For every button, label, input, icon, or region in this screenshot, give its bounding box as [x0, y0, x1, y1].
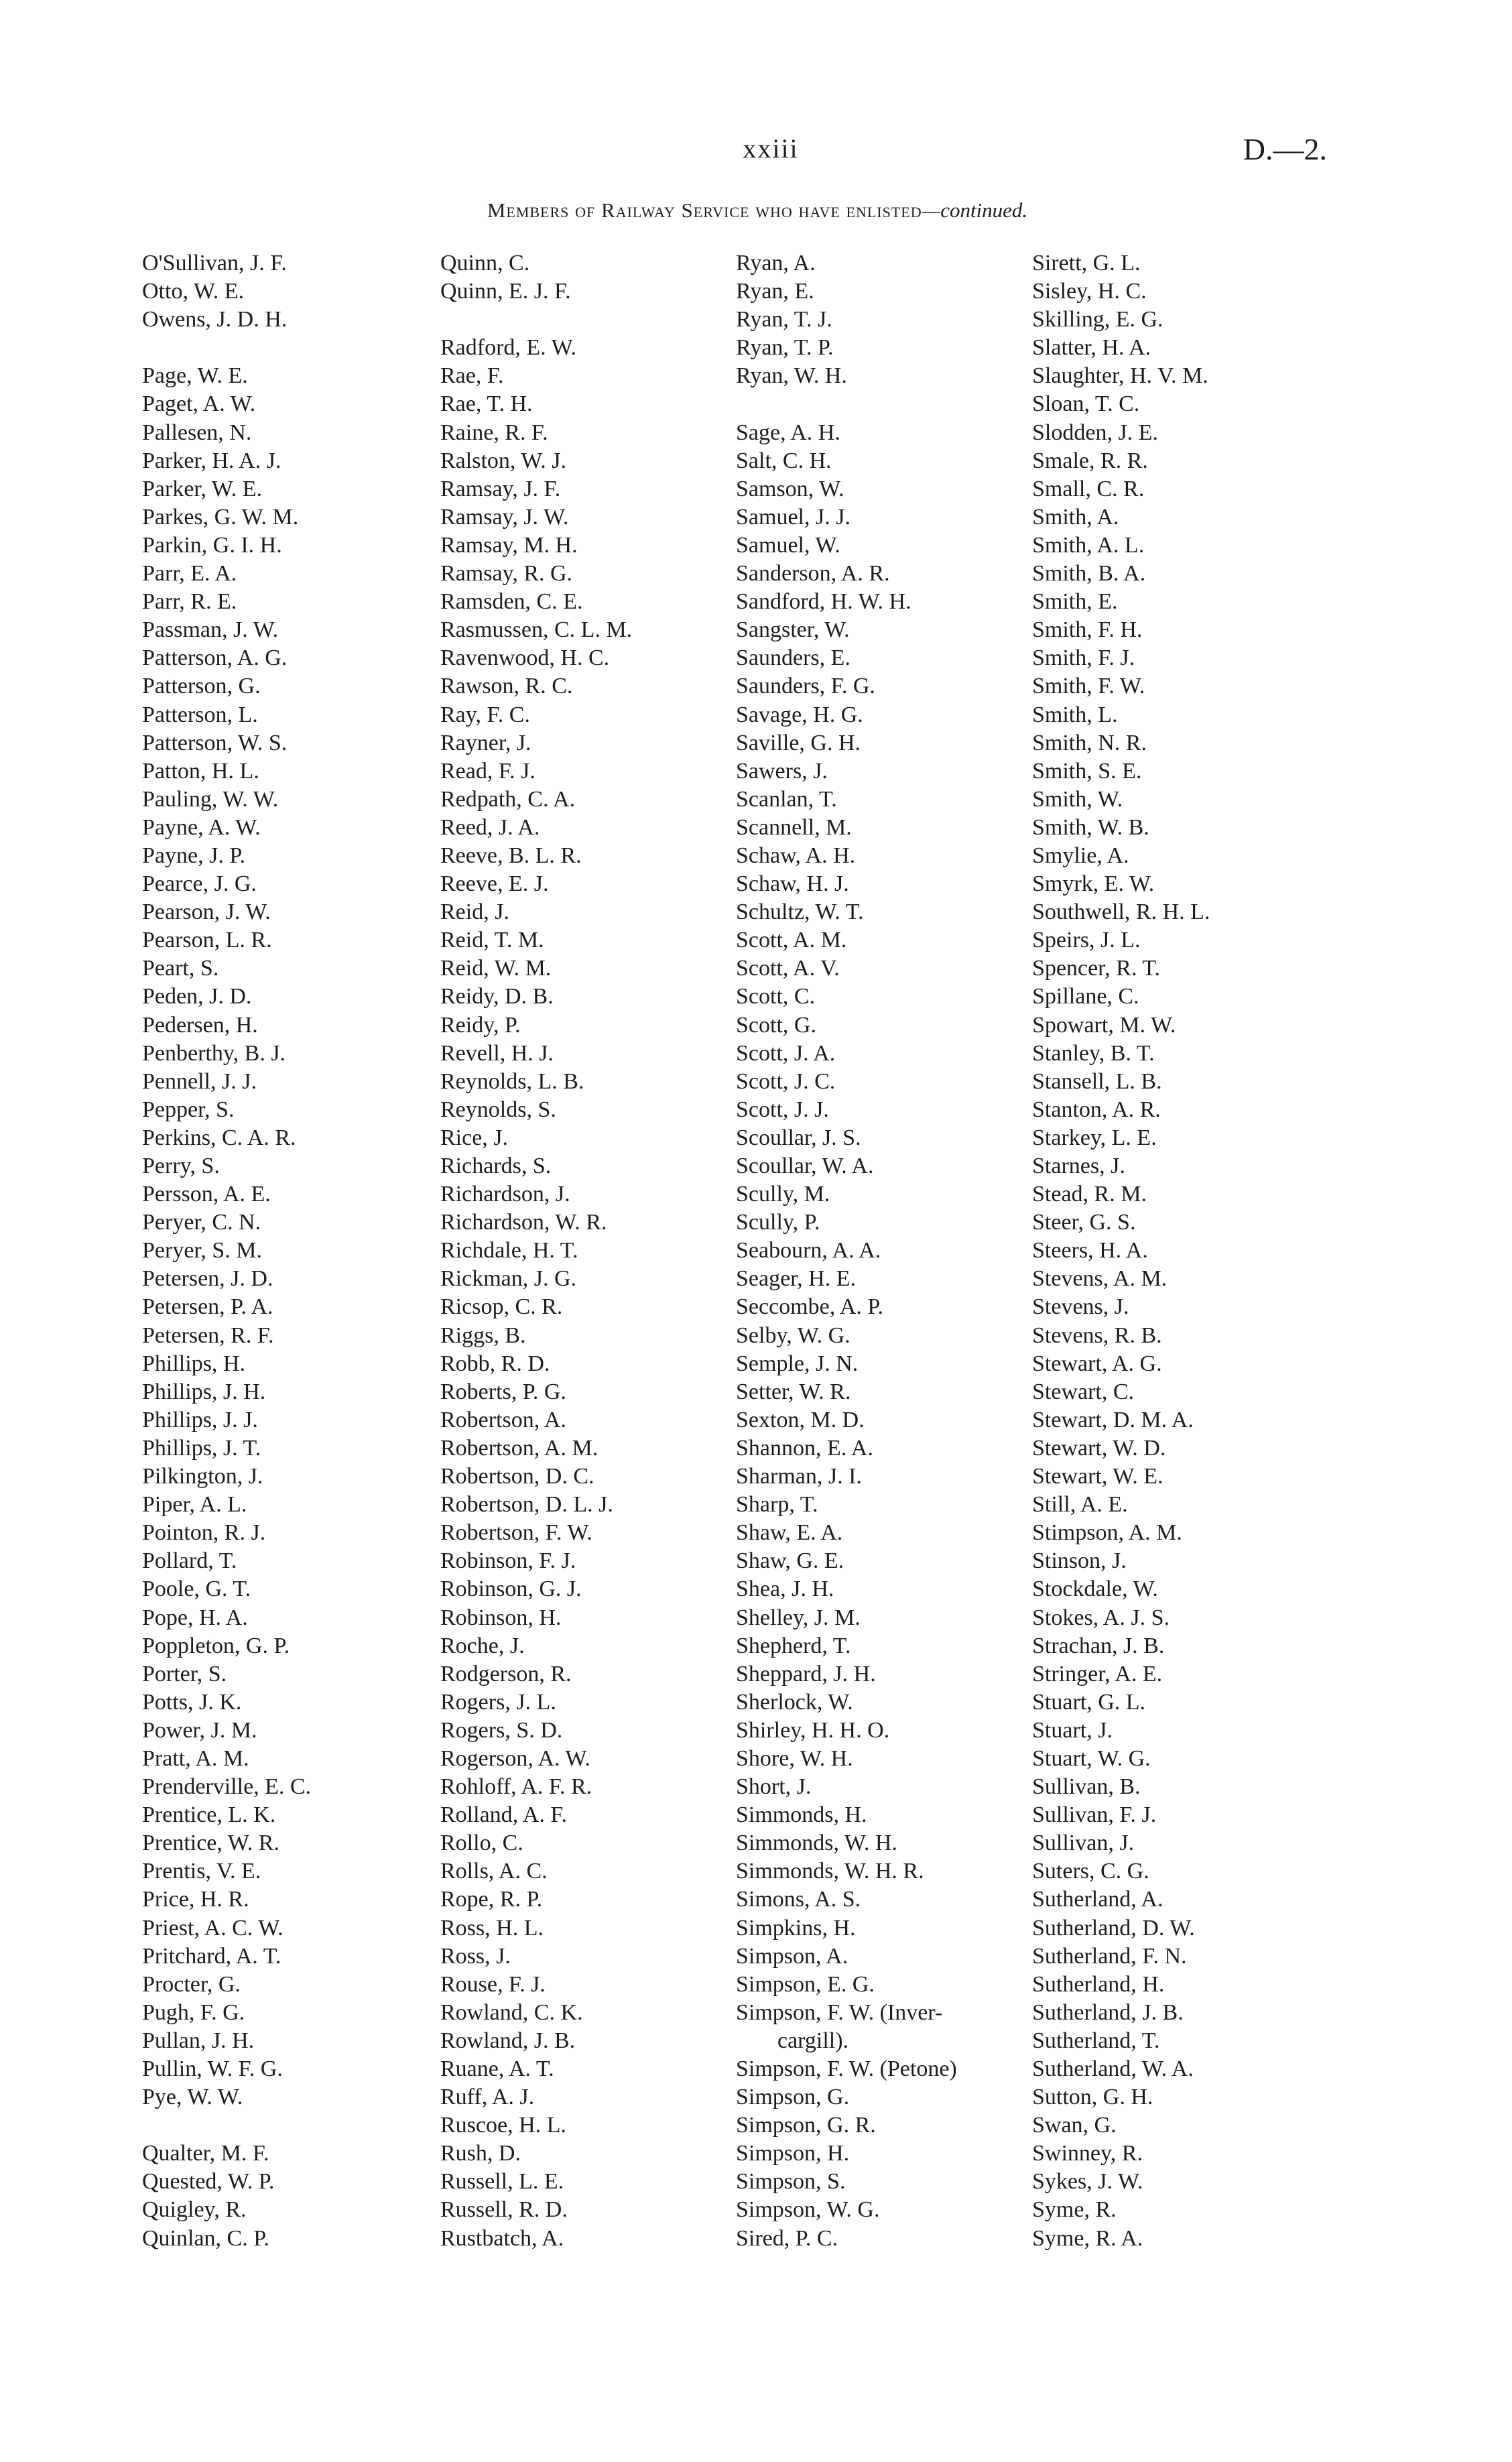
list-item: Perkins, C. A. R.: [142, 1125, 296, 1150]
list-item: Sullivan, B.: [1032, 1774, 1141, 1800]
list-item: Pearson, J. W.: [142, 900, 271, 925]
list-item: Skilling, E. G.: [1032, 307, 1163, 332]
list-item: Owens, J. D. H.: [142, 307, 288, 332]
list-item: Stewart, D. M. A.: [1032, 1407, 1194, 1432]
list-item: Sandford, H. W. H.: [736, 589, 911, 615]
list-item: Stuart, W. G.: [1032, 1745, 1151, 1771]
page-number: xxiii: [743, 133, 799, 164]
list-item: Savage, H. G.: [736, 702, 863, 727]
list-item: Simpson, S.: [736, 2169, 846, 2195]
list-item: Rolls, A. C.: [440, 1859, 548, 1884]
list-item: Robb, R. D.: [440, 1351, 550, 1376]
list-item: Ruff, A. J.: [440, 2085, 535, 2110]
list-item: Ramsay, J. W.: [440, 504, 569, 530]
list-item: Swinney, R.: [1032, 2141, 1143, 2166]
list-item: Pedersen, H.: [142, 1012, 258, 1038]
list-item: Smith, W. B.: [1032, 814, 1149, 840]
list-item: Scott, J. A.: [736, 1040, 836, 1066]
list-item: Sired, P. C.: [736, 2225, 838, 2251]
list-item: Southwell, R. H. L.: [1032, 900, 1210, 925]
list-item: Sawers, J.: [736, 758, 828, 784]
list-item: Reid, J.: [440, 900, 509, 925]
heading-title: Members of Railway Service who have enlisted: [487, 198, 922, 222]
list-item: Seabourn, A. A.: [736, 1238, 881, 1264]
heading-continued: —continued.: [922, 198, 1028, 222]
list-item: Shirley, H. H. O.: [736, 1717, 890, 1743]
list-item: Rolland, A. F.: [440, 1802, 568, 1828]
list-item: Rustbatch, A.: [440, 2225, 564, 2251]
list-item: Prentis, V. E.: [142, 1859, 261, 1884]
list-item: Reynolds, L. B.: [440, 1068, 584, 1094]
list-item: Petersen, P. A.: [142, 1294, 273, 1320]
list-item: Stead, R. M.: [1032, 1182, 1147, 1207]
list-item: cargill).: [777, 2028, 849, 2053]
list-item: Shaw, G. E.: [736, 1548, 844, 1574]
list-item: Rowland, C. K.: [440, 1999, 583, 2025]
name-column-1: [142, 249, 457, 2253]
list-item: Starnes, J.: [1032, 1154, 1125, 1178]
list-item: Ryan, T. P.: [736, 335, 834, 361]
list-item: Robinson, G. J.: [440, 1577, 582, 1602]
list-item: Smith, W.: [1032, 786, 1123, 812]
list-item: Roche, J.: [440, 1633, 525, 1658]
list-item: Samson, W.: [736, 476, 844, 501]
list-item: Pope, H. A.: [142, 1605, 248, 1630]
list-item: Saville, G. H.: [736, 730, 861, 755]
list-item: Saunders, F. G.: [736, 674, 875, 699]
list-item: Pullin, W. F. G.: [142, 2056, 283, 2081]
list-item: Sisley, H. C.: [1032, 279, 1147, 304]
list-item: Russell, L. E.: [440, 2169, 564, 2195]
list-spacer: [142, 2111, 457, 2140]
list-item: Ray, F. C.: [440, 702, 530, 727]
list-item: Pallesen, N.: [142, 420, 252, 445]
list-item: Peden, J. D.: [142, 984, 252, 1009]
list-item: Stuart, G. L.: [1032, 1689, 1146, 1715]
list-item: Pullan, J. H.: [142, 2028, 255, 2053]
list-item: Prentice, W. R.: [142, 1831, 279, 1856]
list-item: Parkes, G. W. M.: [142, 504, 299, 530]
list-item: Scully, M.: [736, 1182, 830, 1207]
list-item: Sexton, M. D.: [736, 1407, 865, 1432]
name-column-2: [440, 249, 755, 2253]
list-item: Sullivan, J.: [1032, 1831, 1135, 1856]
list-item: Rogers, S. D.: [440, 1717, 563, 1743]
list-item: Rush, D.: [440, 2141, 521, 2166]
list-item: Reed, J. A.: [440, 814, 540, 840]
list-item: Rasmussen, C. L. M.: [440, 617, 633, 643]
list-item: Parr, R. E.: [142, 589, 237, 615]
list-item: Ryan, W. H.: [736, 363, 847, 389]
list-item: Sutton, G. H.: [1032, 2085, 1153, 2110]
list-item: Spillane, C.: [1032, 984, 1139, 1009]
list-item: Peryer, S. M.: [142, 1238, 263, 1264]
list-item: Scannell, M.: [736, 814, 852, 840]
list-item: Smith, F. J.: [1032, 645, 1135, 671]
list-item: Patterson, L.: [142, 702, 258, 727]
list-item: Strachan, J. B.: [1032, 1633, 1165, 1658]
list-item: Smith, F. W.: [1032, 674, 1145, 699]
list-item: Patterson, A. G.: [142, 645, 288, 671]
list-item: Pearce, J. G.: [142, 871, 257, 897]
list-item: Simpson, G. R.: [736, 2113, 876, 2138]
list-item: Sutherland, H.: [1032, 1971, 1165, 1997]
list-item: Pearson, L. R.: [142, 928, 272, 953]
list-item: Pritchard, A. T.: [142, 1943, 281, 1969]
list-item: Saunders, E.: [736, 645, 850, 671]
list-item: Poppleton, G. P.: [142, 1633, 290, 1658]
list-item: Prenderville, E. C.: [142, 1774, 312, 1800]
list-item: Petersen, J. D.: [142, 1266, 273, 1292]
list-item: Stewart, W. D.: [1032, 1435, 1166, 1461]
list-item: Phillips, J. T.: [142, 1435, 261, 1461]
list-item: Samuel, J. J.: [736, 504, 850, 530]
list-item: Otto, W. E.: [142, 279, 245, 304]
list-item: Poole, G. T.: [142, 1577, 251, 1602]
list-item: Sherlock, W.: [736, 1689, 853, 1715]
list-item: Sykes, J. W.: [1032, 2169, 1143, 2195]
list-item: Ralston, W. J.: [440, 448, 566, 473]
list-item: Quigley, R.: [142, 2197, 247, 2223]
list-item: Shannon, E. A.: [736, 1435, 873, 1461]
list-item: Radford, E. W.: [440, 335, 577, 361]
list-item: Scully, P.: [736, 1210, 820, 1235]
list-item: Slaughter, H. V. M.: [1032, 363, 1208, 389]
list-item: Selby, W. G.: [736, 1322, 850, 1348]
list-item: Rickman, J. G.: [440, 1266, 577, 1292]
list-item: Ryan, A.: [736, 251, 816, 275]
list-item: Priest, A. C. W.: [142, 1915, 284, 1941]
list-item: Potts, J. K.: [142, 1689, 242, 1715]
list-item: Seccombe, A. P.: [736, 1294, 884, 1320]
list-item: Rowland, J. B.: [440, 2028, 576, 2053]
list-item: Rice, J.: [440, 1125, 509, 1150]
list-spacer: [440, 306, 755, 334]
list-item: Richdale, H. T.: [440, 1238, 578, 1264]
list-item: Suters, C. G.: [1032, 1859, 1149, 1884]
list-item: Quinlan, C. P.: [142, 2225, 269, 2251]
list-item: Simpson, F. W. (Petone): [736, 2056, 957, 2081]
list-item: Schaw, A. H.: [736, 843, 856, 868]
list-item: Smith, E.: [1032, 589, 1118, 615]
list-item: Rae, T. H.: [440, 391, 533, 417]
list-item: Ramsden, C. E.: [440, 589, 583, 615]
list-item: Shore, W. H.: [736, 1745, 853, 1771]
list-item: Smith, F. H.: [1032, 617, 1143, 643]
list-item: Penberthy, B. J.: [142, 1040, 286, 1066]
list-item: Pugh, F. G.: [142, 1999, 245, 2025]
list-item: Roberts, P. G.: [440, 1379, 566, 1404]
list-item: Ramsay, R. G.: [440, 561, 573, 587]
list-item: Rae, F.: [440, 363, 504, 389]
list-item: Richardson, W. R.: [440, 1210, 607, 1235]
list-item: Shea, J. H.: [736, 1577, 834, 1602]
list-item: Shepherd, T.: [736, 1633, 851, 1658]
list-item: Robertson, D. C.: [440, 1464, 594, 1489]
list-item: Schaw, H. J.: [736, 871, 849, 897]
list-item: Robertson, A.: [440, 1407, 566, 1432]
list-item: Simpson, E. G.: [736, 1971, 875, 1997]
list-item: Power, J. M.: [142, 1717, 257, 1743]
list-item: Pratt, A. M.: [142, 1745, 249, 1771]
list-item: Samuel, W.: [736, 532, 840, 558]
list-item: Ramsay, J. F.: [440, 476, 561, 501]
list-item: Simmonds, W. H.: [736, 1831, 897, 1856]
list-item: Smith, L.: [1032, 702, 1118, 727]
list-item: Smyrk, E. W.: [1032, 871, 1155, 897]
document-reference: D.—2.: [1243, 132, 1327, 166]
list-item: Pennell, J. J.: [142, 1068, 257, 1094]
list-item: Sangster, W.: [736, 617, 850, 643]
list-item: Passman, J. W.: [142, 617, 279, 643]
list-item: Reidy, P.: [440, 1012, 521, 1038]
list-item: Stevens, R. B.: [1032, 1322, 1162, 1348]
list-item: Setter, W. R.: [736, 1379, 851, 1404]
list-item: Smith, A. L.: [1032, 532, 1145, 558]
list-item: Scott, G.: [736, 1012, 816, 1038]
list-item: Speirs, J. L.: [1032, 928, 1141, 953]
list-item: Rollo, C.: [440, 1831, 523, 1856]
list-item: Stevens, J.: [1032, 1294, 1129, 1320]
list-item: Rayner, J.: [440, 730, 531, 755]
list-item: Stevens, A. M.: [1032, 1266, 1168, 1292]
list-item: Revell, H. J.: [440, 1040, 554, 1066]
list-item: Qualter, M. F.: [142, 2141, 269, 2166]
list-item: Scoullar, J. S.: [736, 1125, 861, 1150]
list-item: Ravenwood, H. C.: [440, 645, 610, 671]
list-item: Smith, N. R.: [1032, 730, 1147, 755]
list-item: Sutherland, D. W.: [1032, 1915, 1195, 1941]
list-item: Still, A. E.: [1032, 1492, 1128, 1518]
list-item: Richards, S.: [440, 1154, 552, 1178]
list-spacer: [142, 334, 457, 362]
list-item: Simpkins, H.: [736, 1915, 856, 1941]
list-item: Stinson, J.: [1032, 1548, 1127, 1574]
list-item: Peart, S.: [142, 956, 219, 981]
list-item: Starkey, L. E.: [1032, 1125, 1157, 1150]
list-item: Rope, R. P.: [440, 1887, 543, 1912]
list-item: Short, J.: [736, 1774, 812, 1800]
list-item: Spowart, M. W.: [1032, 1012, 1176, 1038]
list-item: Reynolds, S.: [440, 1097, 556, 1122]
list-item: Rawson, R. C.: [440, 674, 573, 699]
list-item: Ross, H. L.: [440, 1915, 544, 1941]
list-item: Swan, G.: [1032, 2113, 1117, 2138]
list-item: Redpath, C. A.: [440, 786, 576, 812]
list-item: Ricsop, C. R.: [440, 1294, 563, 1320]
list-item: O'Sullivan, J. F.: [142, 251, 287, 275]
list-item: Reidy, D. B.: [440, 984, 554, 1009]
list-item: Seager, H. E.: [736, 1266, 856, 1292]
list-item: Sutherland, T.: [1032, 2028, 1160, 2053]
list-item: Salt, C. H.: [736, 448, 832, 473]
list-item: Pepper, S.: [142, 1097, 235, 1122]
list-item: Robertson, F. W.: [440, 1520, 592, 1546]
list-item: Phillips, H.: [142, 1351, 245, 1376]
list-item: Robertson, D. L. J.: [440, 1492, 613, 1518]
list-item: Procter, G.: [142, 1971, 241, 1997]
list-item: Pye, W. W.: [142, 2085, 243, 2110]
list-item: Sanderson, A. R.: [736, 561, 890, 587]
list-item: Simons, A. S.: [736, 1887, 861, 1912]
list-item: Stewart, W. E.: [1032, 1464, 1163, 1489]
list-item: Sharman, J. I.: [736, 1464, 862, 1489]
list-item: Parkin, G. I. H.: [142, 532, 282, 558]
list-item: Rogerson, A. W.: [440, 1745, 590, 1771]
list-item: Sutherland, A.: [1032, 1887, 1163, 1912]
list-item: Simmonds, W. H. R.: [736, 1859, 924, 1884]
list-item: Rogers, J. L.: [440, 1689, 556, 1715]
list-item: Simpson, H.: [736, 2141, 850, 2166]
list-item: Rodgerson, R.: [440, 1661, 572, 1686]
list-item: Raine, R. F.: [440, 420, 548, 445]
list-item: Price, H. R.: [142, 1887, 249, 1912]
list-item: Read, F. J.: [440, 758, 536, 784]
list-item: Parr, E. A.: [142, 561, 237, 587]
list-item: Stimpson, A. M.: [1032, 1520, 1182, 1546]
list-item: Persson, A. E.: [142, 1182, 271, 1207]
list-item: Sheppard, J. H.: [736, 1661, 876, 1686]
list-item: Reid, T. M.: [440, 928, 544, 953]
list-item: Porter, S.: [142, 1661, 227, 1686]
list-item: Ramsay, M. H.: [440, 532, 578, 558]
list-item: Scott, A. M.: [736, 928, 847, 953]
list-item: Smylie, A.: [1032, 843, 1129, 868]
list-item: Simpson, G.: [736, 2085, 850, 2110]
list-item: Simmonds, H.: [736, 1802, 867, 1828]
list-item: Quested, W. P.: [142, 2169, 275, 2195]
list-item: Prentice, L. K.: [142, 1802, 276, 1828]
list-item: Perry, S.: [142, 1154, 220, 1178]
list-item: Stanton, A. R.: [1032, 1097, 1161, 1122]
list-item: Russell, R. D.: [440, 2197, 568, 2223]
list-item: Smith, A.: [1032, 504, 1119, 530]
list-item: Payne, A. W.: [142, 814, 261, 840]
list-item: Pauling, W. W.: [142, 786, 279, 812]
list-item: Payne, J. P.: [142, 843, 245, 868]
list-item: Stansell, L. B.: [1032, 1068, 1162, 1094]
list-item: Richardson, J.: [440, 1182, 570, 1207]
list-item: Sirett, G. L.: [1032, 251, 1141, 275]
list-item: Parker, H. A. J.: [142, 448, 281, 473]
list-item: Phillips, J. H.: [142, 1379, 266, 1404]
list-item: Sutherland, F. N.: [1032, 1943, 1187, 1969]
list-spacer: [736, 390, 1051, 418]
list-item: Quinn, C.: [440, 251, 530, 275]
list-item: Reeve, E. J.: [440, 871, 549, 897]
list-item: Scanlan, T.: [736, 786, 837, 812]
list-item: Simpson, F. W. (Inver-: [736, 1999, 943, 2025]
list-item: Page, W. E.: [142, 363, 248, 389]
list-item: Robinson, F. J.: [440, 1548, 576, 1574]
list-item: Slatter, H. A.: [1032, 335, 1151, 361]
list-item: Stanley, B. T.: [1032, 1040, 1155, 1066]
list-item: Semple, J. N.: [736, 1351, 859, 1376]
list-item: Stockdale, W.: [1032, 1577, 1158, 1602]
list-item: Stewart, A. G.: [1032, 1351, 1162, 1376]
list-item: Riggs, B.: [440, 1322, 526, 1348]
list-item: Smith, S. E.: [1032, 758, 1142, 784]
list-item: Phillips, J. J.: [142, 1407, 258, 1432]
list-item: Parker, W. E.: [142, 476, 262, 501]
list-item: Petersen, R. F.: [142, 1322, 274, 1348]
list-item: Steers, H. A.: [1032, 1238, 1148, 1264]
list-item: Simpson, A.: [736, 1943, 848, 1969]
list-item: Sullivan, F. J.: [1032, 1802, 1157, 1828]
list-item: Smale, R. R.: [1032, 448, 1148, 473]
list-item: Shelley, J. M.: [736, 1605, 861, 1630]
list-item: Scott, J. J.: [736, 1097, 829, 1122]
list-item: Paget, A. W.: [142, 391, 256, 417]
list-item: Small, C. R.: [1032, 476, 1145, 501]
list-item: Spencer, R. T.: [1032, 956, 1160, 981]
list-item: Scott, A. V.: [736, 956, 840, 981]
list-item: Sage, A. H.: [736, 420, 840, 445]
list-item: Patton, H. L.: [142, 758, 259, 784]
list-item: Shaw, E. A.: [736, 1520, 843, 1546]
list-item: Ryan, E.: [736, 279, 814, 304]
page-heading: [134, 198, 1381, 223]
list-item: Stringer, A. E.: [1032, 1661, 1163, 1686]
list-item: Reid, W. M.: [440, 956, 552, 981]
name-column-4: [1032, 249, 1347, 2253]
list-item: Robertson, A. M.: [440, 1435, 598, 1461]
list-item: Ruane, A. T.: [440, 2056, 554, 2081]
list-item: Sutherland, J. B.: [1032, 1999, 1184, 2025]
list-item: Patterson, W. S.: [142, 730, 288, 755]
list-item: Simpson, W. G.: [736, 2197, 880, 2223]
list-item: Schultz, W. T.: [736, 900, 864, 925]
list-item: Pollard, T.: [142, 1548, 237, 1574]
list-item: Pointon, R. J.: [142, 1520, 266, 1546]
list-item: Scott, J. C.: [736, 1068, 836, 1094]
list-item: Rouse, F. J.: [440, 1971, 546, 1997]
list-item: Stewart, C.: [1032, 1379, 1135, 1404]
list-item: Scoullar, W. A.: [736, 1154, 874, 1178]
list-item: Syme, R. A.: [1032, 2225, 1143, 2251]
name-column-3: [736, 249, 1051, 2253]
list-item: Piper, A. L.: [142, 1492, 247, 1518]
list-item: Smith, B. A.: [1032, 561, 1146, 587]
list-item: Peryer, C. N.: [142, 1210, 261, 1235]
list-item: Robinson, H.: [440, 1605, 562, 1630]
list-item: Stokes, A. J. S.: [1032, 1605, 1170, 1630]
list-item: Rohloff, A. F. R.: [440, 1774, 592, 1800]
list-item: Sloan, T. C.: [1032, 391, 1140, 417]
list-item: Steer, G. S.: [1032, 1210, 1136, 1235]
list-item: Slodden, J. E.: [1032, 420, 1158, 445]
list-item: Ruscoe, H. L.: [440, 2113, 566, 2138]
list-item: Reeve, B. L. R.: [440, 843, 582, 868]
list-item: Ross, J.: [440, 1943, 511, 1969]
list-item: Scott, C.: [736, 984, 816, 1009]
list-item: Pilkington, J.: [142, 1464, 263, 1489]
list-item: Ryan, T. J.: [736, 307, 832, 332]
list-item: Patterson, G.: [142, 674, 261, 699]
list-item: Sharp, T.: [736, 1492, 818, 1518]
list-item: Quinn, E. J. F.: [440, 279, 571, 304]
name-columns: [0, 249, 1512, 2260]
list-item: Syme, R.: [1032, 2197, 1117, 2223]
list-item: Sutherland, W. A.: [1032, 2056, 1194, 2081]
list-item: Stuart, J.: [1032, 1717, 1113, 1743]
